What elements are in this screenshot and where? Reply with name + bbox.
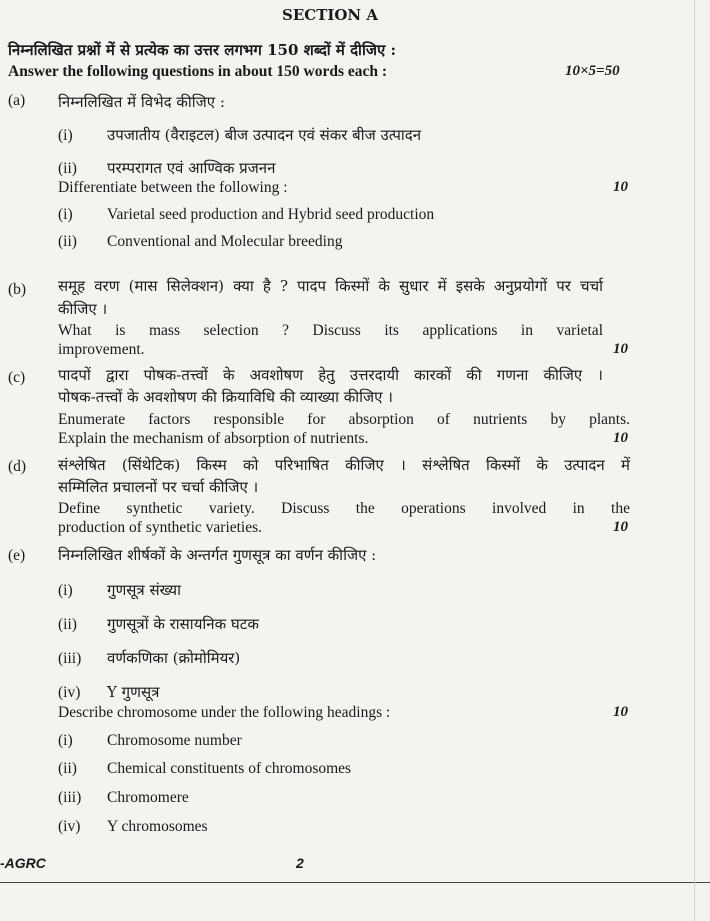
question-e-hindi-item-num: (iii) — [58, 650, 82, 667]
question-e-english-item: Chemical constituents of chromosomes — [107, 760, 352, 777]
question-b-marks: 10 — [613, 341, 628, 357]
instruction-hindi: निम्नलिखित प्रश्नों में से प्रत्येक का उत्तर लगभग 150 शब्दों में दीजिए : — [8, 41, 397, 59]
question-e-hindi-item: वर्णकणिका (क्रोमोमियर) — [107, 649, 241, 667]
question-a-hindi-item: परम्परागत एवं आण्विक प्रजनन — [107, 159, 276, 177]
question-e-hindi: निम्नलिखित शीर्षकों के अन्तर्गत गुणसूत्र का वर्णन कीजिए : — [58, 546, 377, 564]
question-e-english-item: Y chromosomes — [107, 818, 208, 835]
question-e-hindi-item: Y गुणसूत्र — [107, 683, 160, 701]
question-e-english-item-num: (i) — [58, 732, 73, 749]
question-c-english-line: Enumerate factors responsible for absorption of nutrients by plants. — [58, 411, 630, 428]
question-e-marks: 10 — [613, 704, 628, 720]
question-e-english-item-num: (iii) — [58, 789, 82, 806]
question-b-english-line: What is mass selection ? Discuss its applications in varietal — [58, 322, 603, 339]
bottom-rule — [0, 882, 710, 883]
page-number: 2 — [296, 855, 304, 871]
question-c-marks: 10 — [613, 430, 628, 446]
section-title: SECTION A — [281, 6, 379, 24]
question-a-english-item: Varietal seed production and Hybrid seed production — [107, 206, 435, 223]
question-e-hindi-item: गुणसूत्र संख्या — [107, 581, 181, 599]
question-d-hindi-line: संश्लेषित (सिंथेटिक) किस्म को परिभाषित कीजिए । संश्लेषित किस्मों के उत्पादन में — [58, 456, 630, 474]
question-d-english-line: production of synthetic varieties. — [58, 519, 263, 536]
question-e-hindi-item-num: (i) — [58, 582, 73, 599]
question-b-english-line: improvement. — [58, 341, 145, 358]
question-b-label: (b) — [8, 281, 27, 298]
question-e-english-item: Chromosome number — [107, 732, 242, 749]
question-a-label: (a) — [8, 92, 26, 109]
question-c-english-line: Explain the mechanism of absorption of nutrients. — [58, 430, 369, 447]
question-d-english-line: Define synthetic variety. Discuss the operations involved in the — [58, 500, 630, 517]
question-d-label: (d) — [8, 458, 27, 475]
question-a-hindi-item-num: (ii) — [58, 160, 77, 177]
instruction-english: Answer the following questions in about 150 words each : — [8, 63, 388, 80]
question-e-hindi-item-num: (ii) — [58, 616, 77, 633]
question-e-english-item-num: (ii) — [58, 760, 77, 777]
question-a-english: Differentiate between the following : — [58, 179, 288, 196]
question-e-english-item: Chromomere — [107, 789, 189, 806]
question-a-marks: 10 — [613, 179, 628, 195]
question-a-english-item-num: (i) — [58, 206, 73, 223]
paper-code: -AGRC — [0, 855, 46, 871]
question-c-hindi-line: पादपों द्वारा पोषक-तत्त्वों के अवशोषण हेतु उत्तरदायी कारकों की गणना कीजिए । — [58, 366, 603, 384]
question-a-hindi: निम्नलिखित में विभेद कीजिए : — [58, 93, 225, 111]
question-d-hindi-line: सम्मिलित प्रचालनों पर चर्चा कीजिए । — [58, 478, 259, 496]
question-b-hindi-line: कीजिए । — [58, 300, 108, 318]
question-a-english-item-num: (ii) — [58, 233, 77, 250]
question-c-hindi-line: पोषक-तत्त्वों के अवशोषण की क्रियाविधि की व्याख्या कीजिए । — [58, 388, 393, 406]
question-d-marks: 10 — [613, 519, 628, 535]
question-a-hindi-item: उपजातीय (वैराइटल) बीज उत्पादन एवं संकर बीज उत्पादन — [107, 126, 422, 144]
question-c-label: (c) — [8, 369, 26, 386]
question-a-hindi-item-num: (i) — [58, 127, 73, 144]
page-edge — [694, 0, 695, 921]
question-a-english-item: Conventional and Molecular breeding — [107, 233, 343, 250]
question-b-hindi-line: समूह वरण (मास सिलेक्शन) क्या है ? पादप किस्मों के सुधार में इसके अनुप्रयोगों पर चर्चा — [58, 277, 603, 295]
total-marks: 10×5=50 — [565, 63, 620, 79]
question-e-english-item-num: (iv) — [58, 818, 81, 835]
question-e-hindi-item-num: (iv) — [58, 684, 81, 701]
question-e-english: Describe chromosome under the following headings : — [58, 704, 391, 721]
question-e-label: (e) — [8, 547, 26, 564]
question-e-hindi-item: गुणसूत्रों के रासायनिक घटक — [107, 615, 259, 633]
